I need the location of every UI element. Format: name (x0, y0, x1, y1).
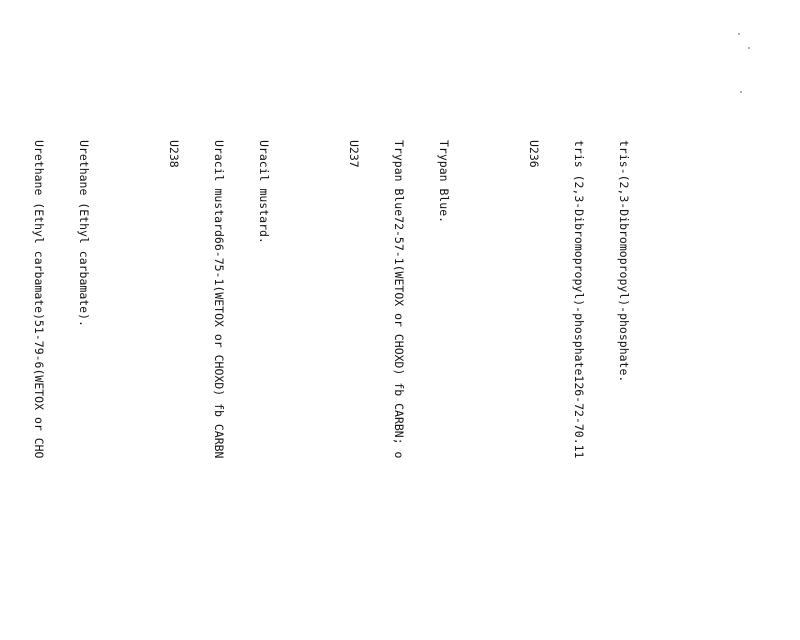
text-line: U236 (527, 140, 541, 168)
text-line: Urethane (Ethyl carbamate). (77, 140, 91, 327)
text-line: tris (2,3-Dibromopropyl)-phosphate126-72-70.11 (572, 140, 586, 459)
text-line: Uracil mustard. (257, 140, 271, 244)
text-line: U238 (167, 140, 181, 168)
scan-speck (738, 33, 740, 35)
scan-speck (748, 47, 750, 49)
scan-speck (740, 91, 742, 93)
text-line: Trypan Blue. (437, 140, 451, 224)
text-line (0, 140, 2, 640)
rotated-text-block (0, 140, 660, 640)
text-line: Trypan Blue72-57-1(WETOX or CHOXD) fb CARBN; o (392, 140, 406, 459)
text-line: Uracil mustard66-75-1(WETOX or CHOXD) fb CARBN (212, 140, 226, 459)
text-line: Urethane (Ethyl carbamate)51-79-6(WETOX or CHO (32, 140, 46, 459)
text-line: U237 (347, 140, 361, 168)
text-line: tris-(2,3-Dibromopropyl)-phosphate. (617, 140, 631, 383)
